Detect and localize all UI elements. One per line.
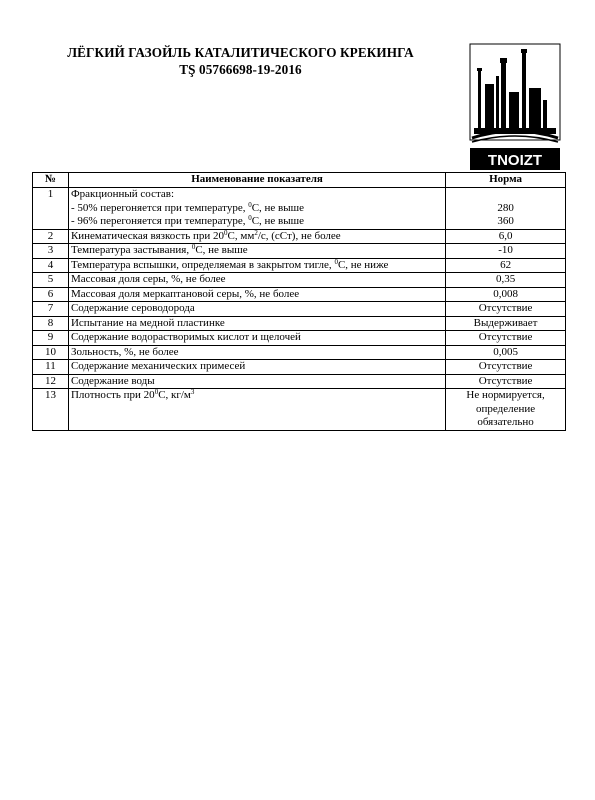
row-name: Содержание сероводорода [68,302,445,317]
row-name-line: - 96% перегоняется при температуре, $^0$С, не выше [70,214,304,227]
header-norm: Норма [446,173,566,188]
row-num: 13 [33,389,69,431]
table-row [33,244,566,259]
table-row [33,302,566,317]
row-num: 4 [33,258,69,273]
row-norm: 62 [446,258,566,273]
row-name: Содержание воды [68,374,445,389]
row-num: 2 [33,229,69,244]
table-row [33,188,566,230]
row-norm: Отсутствие [446,360,566,375]
table-row [33,273,566,288]
row-num: 1 [33,188,69,230]
specification-table [32,172,566,431]
table-row [33,331,566,346]
table-row [33,316,566,331]
row-name: Содержание механических примесей [68,360,445,375]
row-num: 8 [33,316,69,331]
document-title: ЛЁГКИЙ ГАЗОЙЛЬ КАТАЛИТИЧЕСКОГО КРЕКИНГА [67,45,414,60]
row-name: Массовая доля меркаптановой серы, %, не более [68,287,445,302]
row-norm: Отсутствие [446,331,566,346]
row-norm: 0,008 [446,287,566,302]
row-name [68,188,445,230]
logo-text: TNOIZT [487,152,543,169]
row-norm: Отсутствие [446,374,566,389]
table-row [33,374,566,389]
standard-number: TŞ 05766698-19-2016 [179,62,302,77]
row-norm: 0,35 [446,273,566,288]
row-num: 3 [33,244,69,259]
refinery-logo-icon [466,40,564,172]
table-row [33,360,566,375]
header-name: Наименование показателя [68,173,445,188]
table-row [33,287,566,302]
row-num: 11 [33,360,69,375]
row-norm: Выдерживает [446,316,566,331]
table-header-row [33,173,566,188]
table-row [33,229,566,244]
row-name: Кинематическая вязкость при $20^0С$, $мм^2/с$, (сСт), не более [68,229,445,244]
row-name: Зольность, %, не более [68,345,445,360]
row-num: 5 [33,273,69,288]
row-norm: Не нормируется, определение обязательно [446,389,566,431]
row-norm: 0,005 [446,345,566,360]
document-header [38,44,443,78]
row-name: Плотность при $20^0С$, $кг/м^3$ [68,389,445,431]
row-norm: Отсутствие [446,302,566,317]
row-num: 12 [33,374,69,389]
header-num: № [33,173,69,188]
row-name: Массовая доля серы, %, не более [68,273,445,288]
row-num: 6 [33,287,69,302]
row-norm: 6,0 [446,229,566,244]
row-name: Содержание водорастворимых кислот и щелочей [68,331,445,346]
row-num: 9 [33,331,69,346]
row-name-line: - 50% перегоняется при температуре, $^0$С, не выше [70,200,304,214]
table-row [33,345,566,360]
row-name: Температура вспышки, определяемая в закрытом тигле, $^0$С, не ниже [68,258,445,273]
row-name-line: Фракционный состав: [70,188,175,200]
row-num: 7 [33,302,69,317]
row-norm: -10 [446,244,566,259]
table-row [33,389,566,431]
row-name: Испытание на медной пластинке [68,316,445,331]
table-row [33,258,566,273]
row-name: Температура застывания, $^0$С, не выше [68,244,445,259]
row-norm: 280 360 [446,188,566,230]
row-num: 10 [33,345,69,360]
